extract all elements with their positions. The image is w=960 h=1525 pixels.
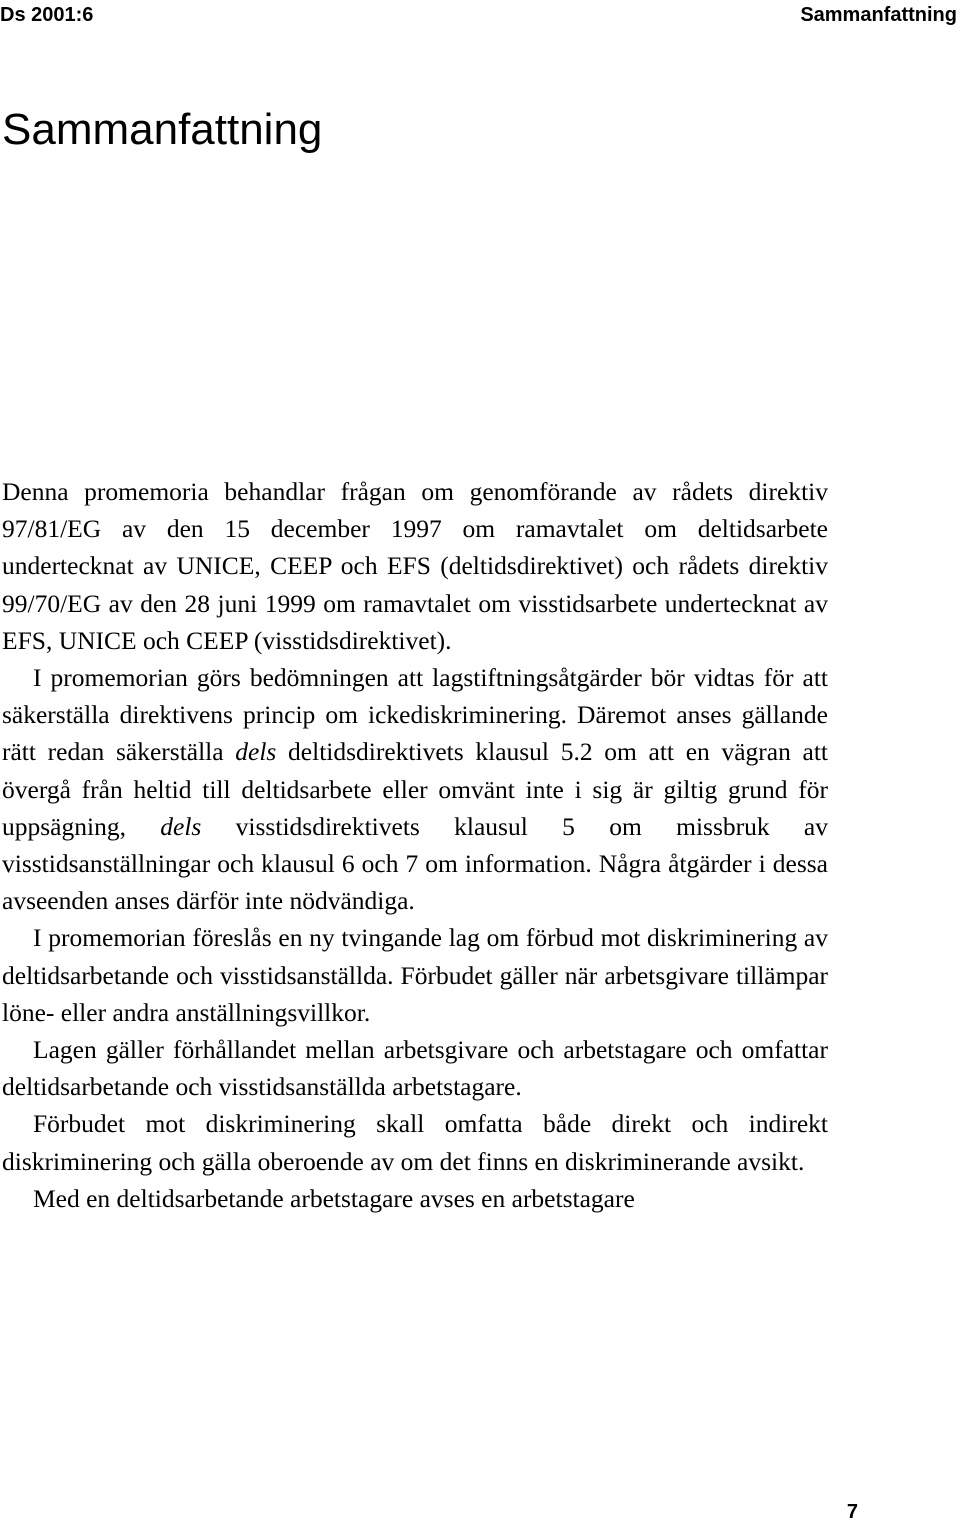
emphasis-dels: dels [235,737,277,767]
document-reference: Ds 2001:6 [0,4,94,26]
emphasis-dels: dels [160,811,202,841]
paragraph-definition: Med en deltidsarbetande arbetstagare avses en arbetstagare [33,1183,635,1213]
page-title: Sammanfattning [2,105,323,154]
section-name: Sammanfattning [800,4,957,26]
paragraph-scope: Lagen gäller förhållandet mellan arbetsgivare och arbetstagare och omfattar deltidsarbetande och visstidsanställda arbetstagare. [2,1035,828,1102]
page-number: 7 [846,1501,858,1523]
paragraph-assessment: I promemorian görs bedömningen att lagstiftningsåtgärder bör vidtas för att säkerställa direktivens princip om ickediskriminering. Däremot anses gällande rätt redan säkerställa dels deltidsdirektivets klausul 5.2 om att en vägran att övergå från heltid till deltidsarbete eller omvänt inte i sig är giltig grund för uppsägning, dels visstidsdirektivets klausul 5 om missbruk av visstidsanställningar och klausul 6 och 7 om information. Några åtgärder i dessa avseenden anses därför inte nödvändiga. [2,663,828,916]
running-header [0,2,960,28]
paragraph-intro: Denna promemoria behandlar frågan om genomförande av rådets direktiv 97/81/EG av den 15 december 1997 om ramavtalet om deltidsarbete undertecknat av UNICE, CEEP och EFS (deltidsdirektivet) och rådets direktiv 99/70/EG av den 28 juni 1999 om ramavtalet om visstidsarbete undertecknat av EFS, UNICE och CEEP (visstidsdirektivet). [2,477,828,655]
body-text [2,473,828,1217]
paragraph-proposal: I promemorian föreslås en ny tvingande lag om förbud mot diskriminering av deltidsarbetande och visstidsanställda. Förbudet gäller när arbetsgivare tillämpar löne- eller andra anställningsvillkor. [2,923,828,1027]
paragraph-prohibition: Förbudet mot diskriminering skall omfatta både direkt och indirekt diskriminering och gälla oberoende av om det finns en diskriminerande avsikt. [2,1109,828,1176]
